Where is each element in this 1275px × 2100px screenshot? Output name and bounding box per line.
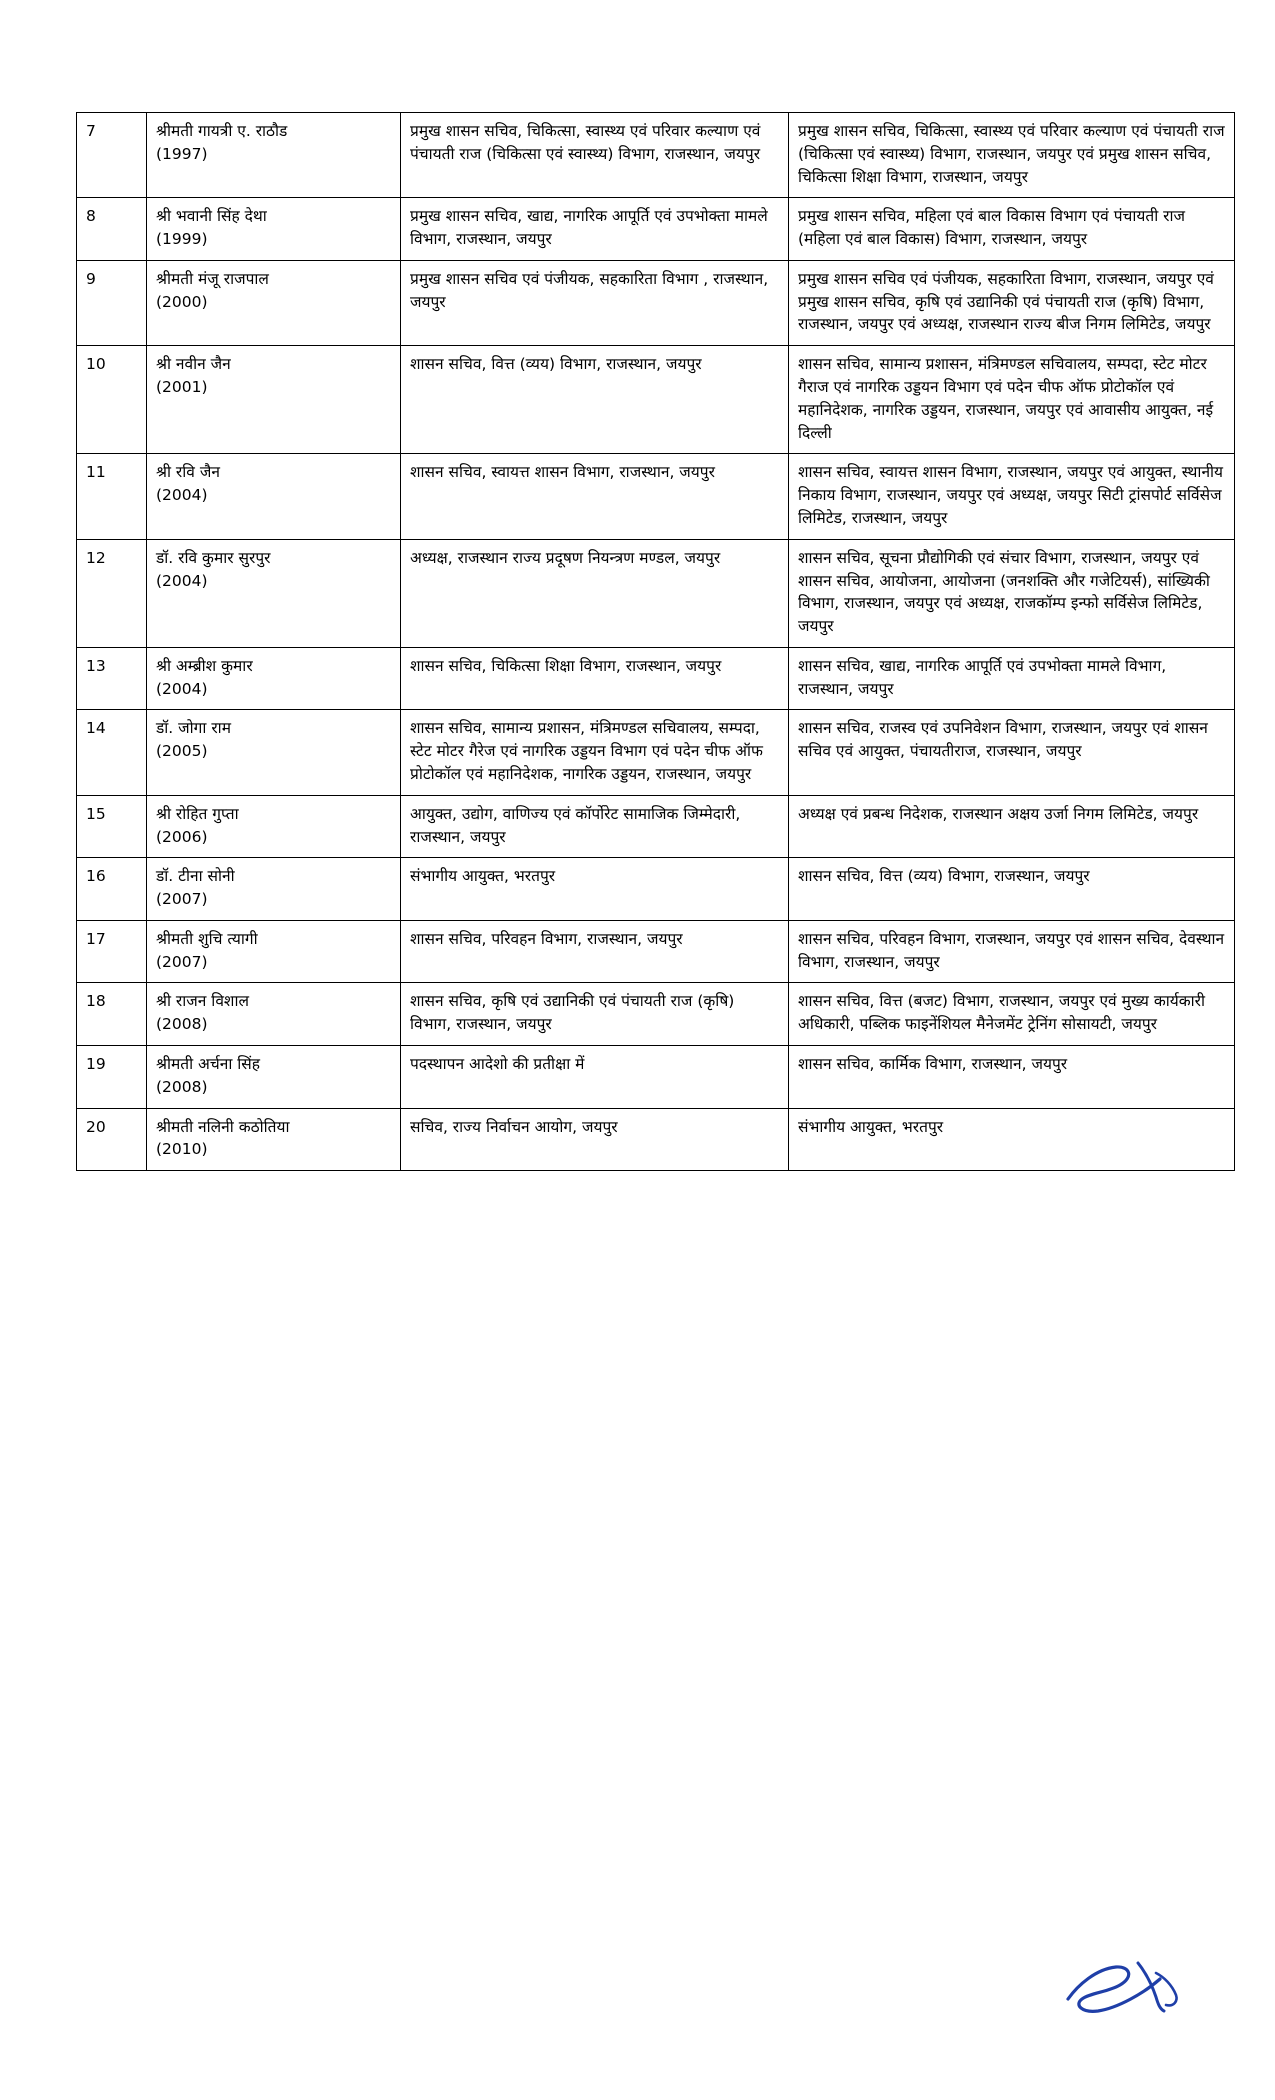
row-new-posting: शासन सचिव, स्वायत्त शासन विभाग, राजस्थान, जयपुर एवं आयुक्त, स्थानीय निकाय विभाग, राजस्थान, जयपुर एवं अध्यक्ष, जयपुर सिटी ट्रांसपोर्ट सर्विसेज लिमिटेड, राजस्थान, जयपुर [789, 454, 1235, 539]
officer-name-text: श्रीमती गायत्री ए. राठौड [156, 122, 288, 140]
officer-batch-year: (2001) [156, 378, 208, 397]
row-serial-number: 16 [77, 858, 147, 921]
officer-name-text: श्री नवीन जैन [156, 355, 231, 374]
row-new-posting: शासन सचिव, सूचना प्रौद्योगिकी एवं संचार विभाग, राजस्थान, जयपुर एवं शासन सचिव, आयोजना, आयोजना (जनशक्ति और गजेटियर्स), सांख्यिकी विभाग, राजस्थान, जयपुर एवं अध्यक्ष, राजकॉम्प इन्फो सर्विसेज लिमिटेड, जयपुर [789, 539, 1235, 647]
officer-name-text: श्री राजन विशाल [156, 992, 249, 1011]
row-new-posting: संभागीय आयुक्त, भरतपुर [789, 1108, 1235, 1171]
row-serial-number: 15 [77, 795, 147, 858]
officer-batch-year: (2000) [156, 292, 208, 311]
row-serial-number: 11 [77, 454, 147, 539]
table-row [77, 795, 1235, 858]
officer-name-text: श्री अम्ब्रीश कुमार [156, 656, 253, 675]
row-officer-name [147, 710, 401, 795]
row-present-posting: शासन सचिव, सामान्य प्रशासन, मंत्रिमण्डल सचिवालय, सम्पदा, स्टेट मोटर गैरेज एवं नागरिक उड्डयन विभाग एवं पदेन चीफ ऑफ प्रोटोकॉल एवं महानिदेशक, नागरिक उड्डयन, राजस्थान, जयपुर [401, 710, 789, 795]
table-row [77, 1046, 1235, 1109]
table-row [77, 920, 1235, 983]
table-row [77, 858, 1235, 921]
row-present-posting: सचिव, राज्य निर्वाचन आयोग, जयपुर [401, 1108, 789, 1171]
row-present-posting: शासन सचिव, कृषि एवं उद्यानिकी एवं पंचायती राज (कृषि) विभाग, राजस्थान, जयपुर [401, 983, 789, 1046]
table-row [77, 198, 1235, 261]
row-officer-name [147, 795, 401, 858]
row-new-posting: शासन सचिव, कार्मिक विभाग, राजस्थान, जयपुर [789, 1046, 1235, 1109]
officer-name-text: डॉ. जोगा राम [156, 719, 231, 738]
officer-name-text: श्रीमती शुचि त्यागी [156, 929, 258, 948]
officer-name-text: श्री भवानी सिंह देथा [156, 207, 267, 226]
row-present-posting: शासन सचिव, स्वायत्त शासन विभाग, राजस्थान, जयपुर [401, 454, 789, 539]
row-officer-name [147, 539, 401, 647]
officer-name-text: डॉ. टीना सोनी [156, 867, 235, 886]
officer-batch-year: (2006) [156, 827, 208, 846]
row-serial-number: 8 [77, 198, 147, 261]
signature-icon [1060, 1955, 1190, 2025]
officer-batch-year: (2007) [156, 952, 208, 971]
row-officer-name [147, 346, 401, 454]
officer-batch-year: (2004) [156, 679, 208, 698]
row-present-posting: अध्यक्ष, राजस्थान राज्य प्रदूषण नियन्त्रण मण्डल, जयपुर [401, 539, 789, 647]
row-serial-number: 14 [77, 710, 147, 795]
row-officer-name [147, 1108, 401, 1171]
officer-batch-year: (1997) [156, 144, 208, 163]
row-present-posting: प्रमुख शासन सचिव, खाद्य, नागरिक आपूर्ति एवं उपभोक्ता मामले विभाग, राजस्थान, जयपुर [401, 198, 789, 261]
table-row [77, 454, 1235, 539]
officer-batch-year: (2010) [156, 1140, 208, 1159]
row-new-posting: शासन सचिव, खाद्य, नागरिक आपूर्ति एवं उपभोक्ता मामले विभाग, राजस्थान, जयपुर [789, 647, 1235, 710]
row-officer-name [147, 920, 401, 983]
officer-batch-year: (2004) [156, 486, 208, 505]
row-officer-name [147, 198, 401, 261]
officers-table-container [76, 112, 1225, 1171]
row-serial-number: 13 [77, 647, 147, 710]
row-new-posting: शासन सचिव, राजस्व एवं उपनिवेशन विभाग, राजस्थान, जयपुर एवं शासन सचिव एवं आयुक्त, पंचायतीराज, राजस्थान, जयपुर [789, 710, 1235, 795]
table-row [77, 710, 1235, 795]
row-present-posting: संभागीय आयुक्त, भरतपुर [401, 858, 789, 921]
row-new-posting: शासन सचिव, परिवहन विभाग, राजस्थान, जयपुर एवं शासन सचिव, देवस्थान विभाग, राजस्थान, जयपुर [789, 920, 1235, 983]
row-new-posting: प्रमुख शासन सचिव, महिला एवं बाल विकास विभाग एवं पंचायती राज (महिला एवं बाल विकास) विभाग, राजस्थान, जयपुर [789, 198, 1235, 261]
table-row [77, 260, 1235, 345]
table-row [77, 346, 1235, 454]
officer-batch-year: (2004) [156, 571, 208, 590]
officer-batch-year: (2005) [156, 742, 208, 761]
row-serial-number: 9 [77, 260, 147, 345]
row-serial-number: 10 [77, 346, 147, 454]
row-new-posting: शासन सचिव, वित्त (बजट) विभाग, राजस्थान, जयपुर एवं मुख्य कार्यकारी अधिकारी, पब्लिक फाइनेंशियल मैनेजमेंट ट्रेनिंग सोसायटी, जयपुर [789, 983, 1235, 1046]
row-serial-number: 19 [77, 1046, 147, 1109]
row-serial-number: 18 [77, 983, 147, 1046]
row-serial-number: 17 [77, 920, 147, 983]
row-serial-number: 12 [77, 539, 147, 647]
row-officer-name [147, 454, 401, 539]
row-officer-name [147, 858, 401, 921]
table-row [77, 539, 1235, 647]
row-new-posting: शासन सचिव, सामान्य प्रशासन, मंत्रिमण्डल सचिवालय, सम्पदा, स्टेट मोटर गैराज एवं नागरिक उड्डयन विभाग एवं पदेन चीफ ऑफ प्रोटोकॉल एवं महानिदेशक, नागरिक उड्डयन, राजस्थान, जयपुर एवं आवासीय आयुक्त, नई दिल्ली [789, 346, 1235, 454]
officer-batch-year: (2008) [156, 1015, 208, 1034]
row-present-posting: आयुक्त, उद्योग, वाणिज्य एवं कॉर्पोरेट सामाजिक जिम्मेदारी, राजस्थान, जयपुर [401, 795, 789, 858]
row-present-posting: प्रमुख शासन सचिव, चिकित्सा, स्वास्थ्य एवं परिवार कल्याण एवं पंचायती राज (चिकित्सा एवं स्वास्थ्य) विभाग, राजस्थान, जयपुर [401, 113, 789, 198]
officer-name-text: श्री रोहित गुप्ता [156, 804, 239, 823]
officer-batch-year: (1999) [156, 230, 208, 249]
row-officer-name [147, 113, 401, 198]
row-new-posting: प्रमुख शासन सचिव एवं पंजीयक, सहकारिता विभाग, राजस्थान, जयपुर एवं प्रमुख शासन सचिव, कृषि एवं उद्यानिकी एवं पंचायती राज (कृषि) विभाग, राजस्थान, जयपुर एवं अध्यक्ष, राजस्थान राज्य बीज निगम लिमिटेड, जयपुर [789, 260, 1235, 345]
row-present-posting: शासन सचिव, परिवहन विभाग, राजस्थान, जयपुर [401, 920, 789, 983]
officer-name-text: श्री रवि जैन [156, 463, 220, 482]
row-present-posting: प्रमुख शासन सचिव एवं पंजीयक, सहकारिता विभाग , राजस्थान, जयपुर [401, 260, 789, 345]
signature-mark [1060, 1955, 1190, 2025]
row-present-posting: पदस्थापन आदेशो की प्रतीक्षा में [401, 1046, 789, 1109]
row-present-posting: शासन सचिव, वित्त (व्यय) विभाग, राजस्थान, जयपुर [401, 346, 789, 454]
row-serial-number: 20 [77, 1108, 147, 1171]
row-new-posting: प्रमुख शासन सचिव, चिकित्सा, स्वास्थ्य एवं परिवार कल्याण एवं पंचायती राज (चिकित्सा एवं स्वास्थ्य) विभाग, राजस्थान, जयपुर एवं प्रमुख शासन सचिव, चिकित्सा शिक्षा विभाग, राजस्थान, जयपुर [789, 113, 1235, 198]
row-officer-name [147, 1046, 401, 1109]
row-present-posting: शासन सचिव, चिकित्सा शिक्षा विभाग, राजस्थान, जयपुर [401, 647, 789, 710]
row-serial-number: 7 [77, 113, 147, 198]
table-row [77, 1108, 1235, 1171]
row-officer-name [147, 647, 401, 710]
row-officer-name [147, 260, 401, 345]
officer-name-text: श्रीमती अर्चना सिंह [156, 1055, 260, 1073]
table-row [77, 113, 1235, 198]
officer-batch-year: (2008) [156, 1077, 208, 1096]
officer-batch-year: (2007) [156, 890, 208, 909]
officer-name-text: डॉ. रवि कुमार सुरपुर [156, 548, 271, 567]
officer-name-text: श्रीमती मंजू राजपाल [156, 269, 269, 288]
table-row [77, 647, 1235, 710]
row-new-posting: अध्यक्ष एवं प्रबन्ध निदेशक, राजस्थान अक्षय उर्जा निगम लिमिटेड, जयपुर [789, 795, 1235, 858]
table-row [77, 983, 1235, 1046]
officers-posting-table [76, 112, 1235, 1171]
row-officer-name [147, 983, 401, 1046]
officer-name-text: श्रीमती नलिनी कठोतिया [156, 1117, 290, 1136]
row-new-posting: शासन सचिव, वित्त (व्यय) विभाग, राजस्थान, जयपुर [789, 858, 1235, 921]
